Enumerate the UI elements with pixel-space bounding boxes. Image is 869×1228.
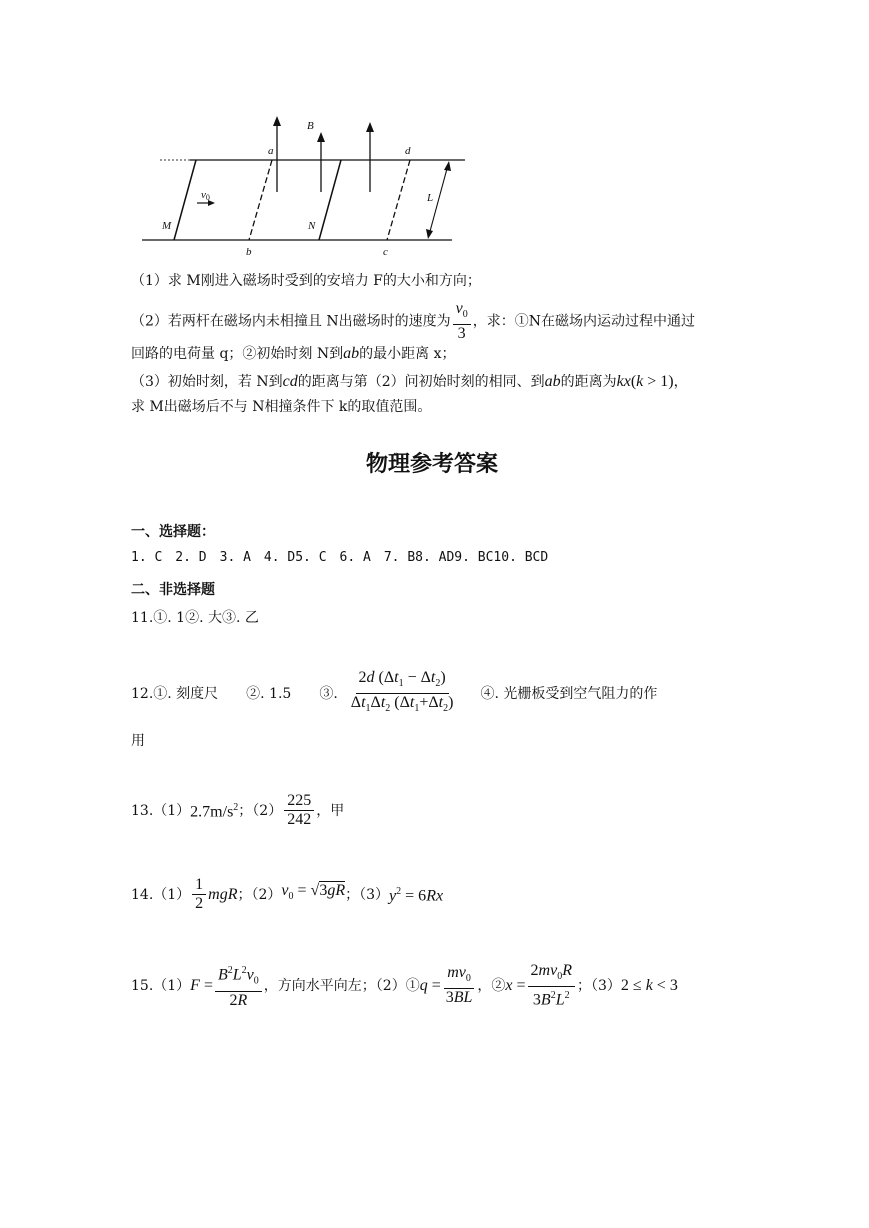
q2-line2-text-a: 回路的电荷量 q；②初始时刻 N到	[131, 346, 344, 362]
a15-mid3: ；（3）	[576, 977, 621, 994]
section-choice-heading: 一、选择题：	[131, 524, 215, 540]
ab-symbol: ab	[343, 345, 360, 362]
label-c: c	[383, 246, 388, 258]
a15-x-fraction: $\frac{2mv_0R}{3B^2L^2}$	[528, 962, 575, 1010]
a15-x-expr: x =	[505, 976, 526, 994]
answer-12	[131, 669, 657, 718]
q3-text-c: 的距离为	[560, 374, 617, 390]
answer-14	[131, 876, 443, 913]
q2-line2-text-b: 的最小距离 x；	[359, 346, 456, 362]
a14-mid2: ；（3）	[345, 886, 390, 903]
label-N: N	[308, 220, 316, 232]
a14-v0-expr: $v_0 = √3gR$	[281, 882, 346, 903]
q2-text-b: ，求：①N在磁场内运动过程中通过	[472, 313, 695, 330]
question-1: （1）求 M刚进入磁场时受到的安培力 F的大小和方向；	[131, 273, 481, 289]
a12-suffix: ④. 光栅板受到空气阻力的作	[480, 685, 658, 702]
a14-y-expr: $y^2 = 6Rx$	[389, 886, 444, 905]
a12-prefix: 12.①. 刻度尺 ②. 1.5 ③.	[131, 685, 338, 702]
magnetic-field-figure	[130, 112, 480, 262]
boundary-ab	[249, 160, 272, 240]
question-2-line1	[131, 300, 695, 343]
rod-N	[319, 160, 341, 240]
a15-q-expr: q =	[419, 976, 441, 994]
answers-title: 物理参考答案	[366, 452, 499, 477]
field-arrow-3	[366, 122, 374, 192]
field-arrow-2	[317, 132, 325, 192]
answer-13	[131, 792, 344, 829]
a13-mid: ；（2）	[238, 802, 283, 819]
a13-value: $2.7m/s^2$	[190, 802, 239, 821]
label-B: B	[307, 120, 314, 132]
label-L: L	[427, 192, 434, 204]
answer-11: 11.①. 1②. 大③. 乙	[131, 610, 259, 626]
q3-text-a: （3）初始时刻，若 N到	[131, 374, 283, 390]
label-b: b	[246, 246, 252, 258]
answer-12-line2: 用	[131, 733, 145, 749]
a14-mgR: mgR	[208, 885, 238, 903]
a15-q-fraction: $\frac{mv_0}{3BL}$	[445, 964, 473, 1007]
a13-prefix: 13.（1）	[131, 802, 191, 819]
label-d: d	[405, 145, 411, 157]
answer-15	[131, 962, 678, 1010]
question-3-line1: （3）初始时刻，若 N到cd的距离与第（2）问初始时刻的相同、到ab的距离为kx(k > 1)，	[131, 373, 688, 390]
boundary-dc	[387, 160, 410, 240]
label-v0: v0	[201, 189, 210, 202]
rod-M	[174, 160, 196, 240]
choice-answers: 1. C 2. D 3. A 4. D5. C 6. A 7. B8. AD9. BC10. BCD	[131, 550, 549, 565]
q2-text-a: （2）若两杆在磁场内未相撞且 N出磁场时的速度为	[131, 313, 451, 330]
v0-over-3-fraction: $\frac{v_0}{3}$	[453, 300, 471, 343]
question-3-line2: 求 M出磁场后不与 N相撞条件下 k的取值范围。	[131, 399, 432, 415]
field-arrow-1	[273, 116, 281, 192]
question-2-line2	[131, 344, 455, 364]
a15-k-range: 2 ≤ k < 3	[620, 976, 678, 994]
a15-F-expr: F =	[190, 976, 213, 994]
a15-mid1: ，方向水平向左；（2）①	[263, 977, 420, 994]
a14-prefix: 14.（1）	[131, 886, 191, 903]
a13-suffix: ，甲	[316, 802, 345, 819]
a15-F-fraction: $\frac{B^2L^2v_0}{2R}$	[215, 962, 262, 1010]
label-M: M	[162, 220, 172, 232]
a14-half-fraction: $\frac{1}{2}$	[192, 876, 206, 913]
kx-expression: kx(k > 1)	[616, 373, 674, 390]
a15-mid2: ，②	[477, 977, 506, 994]
ab-symbol-2: ab	[544, 373, 561, 390]
cd-symbol: cd	[282, 373, 298, 390]
a12-formula: $\frac{2d (\Delta t_1 - \Delta t_2)}{\Delta t_1\Delta t_2 (\Delta t_1+\Delta t_2)}$	[350, 669, 454, 715]
a14-mid1: ；（2）	[237, 886, 282, 903]
a13-fraction: $\frac{225}{242}$	[284, 792, 314, 829]
q3-text-b: 的距离与第（2）问初始时刻的相同、到	[297, 374, 545, 390]
label-a: a	[268, 145, 274, 157]
section-nonchoice-heading: 二、非选择题	[131, 582, 215, 598]
a15-prefix: 15.（1）	[131, 977, 191, 994]
